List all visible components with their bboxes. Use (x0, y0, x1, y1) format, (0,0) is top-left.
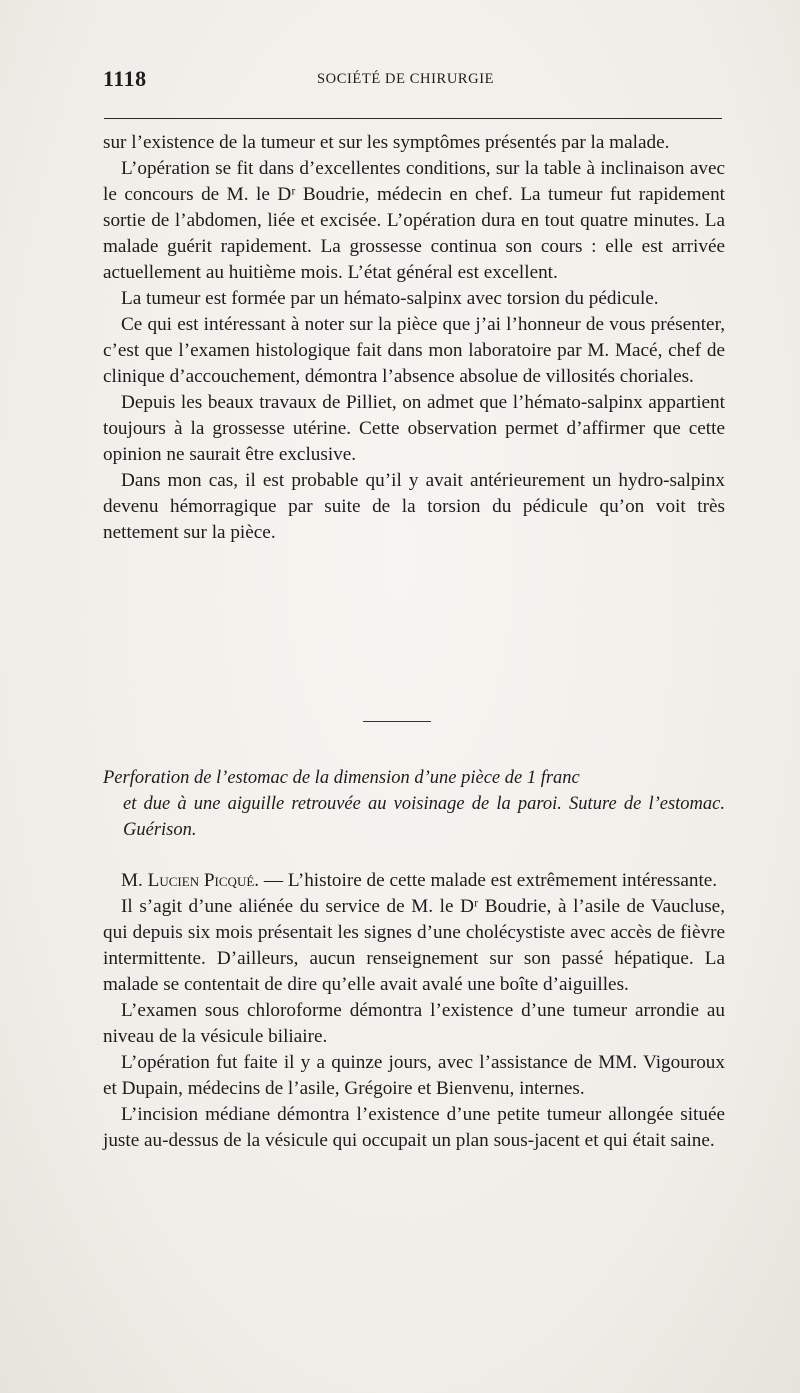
paragraph: sur l’existence de la tumeur et sur les symptômes présentés par la malade. (103, 132, 670, 153)
header-rule (104, 118, 722, 119)
paragraph: Il s’agit d’une aliénée du service de M. le Dʳ Boudrie, à l’asile de Vaucluse, qui depuis six mois présentait les signes d’une cholécystiste avec accès de fièvre intermittente. D’ailleurs, aucun renseignement sur son passé hépatique. La malade se contentait de dire qu’elle avait avalé une boîte d’aiguilles. (103, 896, 725, 995)
title-line-1: Perforation de l’estomac de la dimension d’une pièce de 1 franc (103, 768, 580, 788)
paragraph: L’opération fut faite il y a quinze jours, avec l’assistance de MM. Vigouroux et Dupain, médecins de l’asile, Grégoire et Bienvenu, internes. (103, 1052, 725, 1099)
article-title (103, 765, 725, 843)
paragraph-opening (103, 868, 725, 894)
body-text-bottom (103, 868, 725, 1154)
title-line-rest: et due à une aiguille retrouvée au voisinage de la paroi. Suture de l’estomac. Guérison. (123, 794, 725, 840)
paragraph: L’incision médiane démontra l’existence d’une petite tumeur allongée située juste au-dessus de la vésicule qui occupait un plan sous-jacent et qui était saine. (103, 1104, 725, 1151)
page-number: 1118 (103, 66, 147, 91)
paragraph: Ce qui est intéressant à noter sur la pièce que j’ai l’honneur de vous présenter, c’est que l’examen histologique fait dans mon laboratoire par M. Macé, chef de clinique d’accouchement, démontra l’absence absolue de villosités choriales. (103, 314, 725, 387)
paragraph: Depuis les beaux travaux de Pilliet, on admet que l’hémato-salpinx appartient toujours à la grossesse utérine. Cette observation permet d’affirmer que cette opinion ne saurait être exclusive. (103, 392, 725, 465)
paragraph: L’opération se fit dans d’excellentes conditions, sur la table à inclinaison avec le concours de M. le Dʳ Boudrie, médecin en chef. La tumeur fut rapidement sortie de l’abdomen, liée et excisée. L’opération dura en tout quatre minutes. La malade guérit rapidement. La grossesse continua son cours : elle est arrivée actuellement au huitième mois. L’état général est excellent. (103, 158, 725, 283)
opening-text: — L’histoire de cette malade est extrêmement intéressante. (263, 870, 718, 891)
paragraph: Dans mon cas, il est probable qu’il y avait antérieurement un hydro-salpinx devenu hémorragique par suite de la torsion du pédicule qu’on voit très nettement sur la pièce. (103, 470, 725, 543)
section-divider (363, 721, 431, 722)
paragraph: La tumeur est formée par un hémato-salpinx avec torsion du pédicule. (121, 288, 659, 309)
body-text-top (103, 130, 725, 546)
running-head: SOCIÉTÉ DE CHIRURGIE (317, 71, 495, 87)
page-header (103, 66, 723, 96)
speaker-name: M. Lucien Picqué. (121, 870, 260, 891)
paragraph: L’examen sous chloroforme démontra l’existence d’une tumeur arrondie au niveau de la vésicule biliaire. (103, 1000, 725, 1047)
